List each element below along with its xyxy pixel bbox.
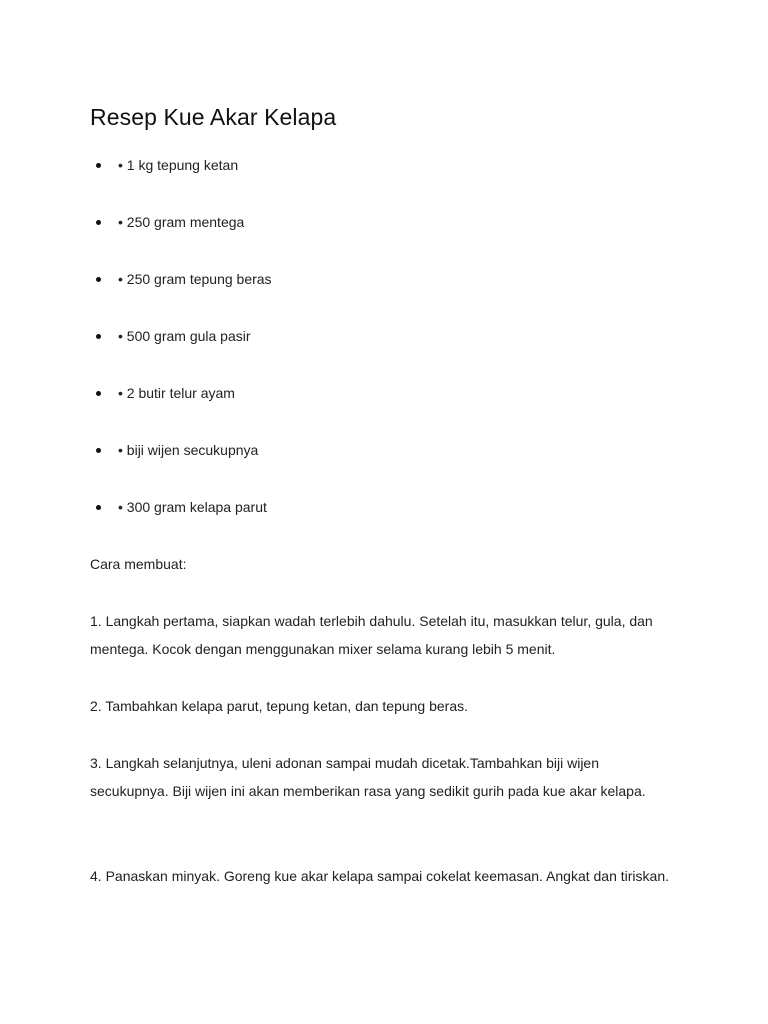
ingredient-item	[0, 440, 768, 460]
ingredient-text: • 500 gram gula pasir	[118, 328, 251, 344]
step-paragraph: 2. Tambahkan kelapa parut, tepung ketan, dan tepung beras.	[90, 698, 469, 714]
bullet-icon	[96, 448, 101, 453]
ingredient-item	[0, 326, 768, 346]
ingredient-item	[0, 497, 768, 517]
bullet-icon	[96, 334, 101, 339]
bullet-icon	[96, 505, 101, 510]
bullet-icon	[96, 163, 101, 168]
ingredient-text: • 2 butir telur ayam	[118, 385, 235, 401]
ingredient-text: • 250 gram tepung beras	[118, 271, 272, 287]
step-paragraph: 4. Panaskan minyak. Goreng kue akar kelapa sampai cokelat keemasan. Angkat dan tiriskan.	[90, 868, 669, 884]
ingredient-item	[0, 383, 768, 403]
ingredient-item	[0, 269, 768, 289]
bullet-icon	[96, 220, 101, 225]
ingredient-text: • 300 gram kelapa parut	[118, 499, 267, 515]
ingredient-text: • 250 gram mentega	[118, 214, 245, 230]
bullet-icon	[96, 277, 101, 282]
recipe-title: Resep Kue Akar Kelapa	[90, 104, 337, 130]
step-paragraph: 3. Langkah selanjutnya, uleni adonan sampai mudah dicetak.Tambahkan biji wijen secukupnya. Biji wijen ini akan memberikan rasa yang sedikit gurih pada kue akar kelapa.	[90, 755, 646, 799]
ingredient-item	[0, 212, 768, 232]
step-paragraph: 1. Langkah pertama, siapkan wadah terlebih dahulu. Setelah itu, masukkan telur, gula, dan mentega. Kocok dengan menggunakan mixer selama kurang lebih 5 menit.	[90, 613, 653, 657]
ingredient-item	[0, 155, 768, 175]
ingredient-text: • biji wijen secukupnya	[118, 442, 259, 458]
method-heading: Cara membuat:	[90, 556, 187, 572]
bullet-icon	[96, 391, 101, 396]
ingredient-text: • 1 kg tepung ketan	[118, 157, 239, 173]
